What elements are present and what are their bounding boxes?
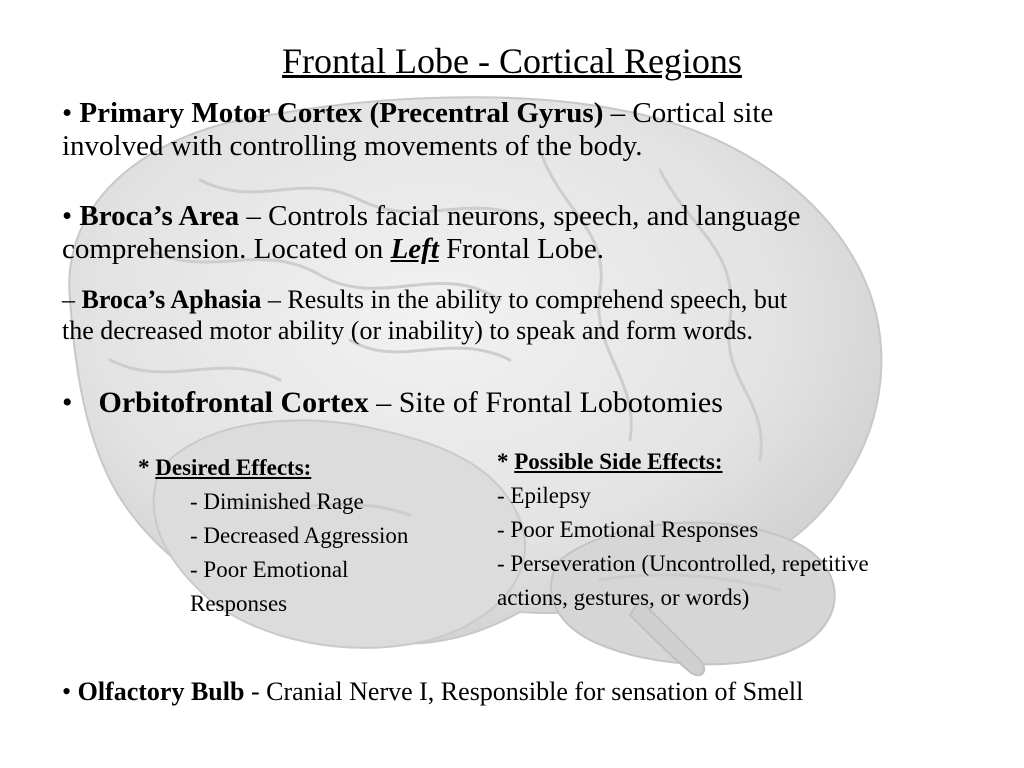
brocas-aphasia-paragraph bbox=[62, 284, 787, 346]
star: * bbox=[138, 455, 156, 480]
primary-motor-cortex-paragraph bbox=[62, 97, 773, 163]
bullet: • bbox=[62, 97, 80, 129]
list-item: actions, gestures, or words) bbox=[497, 585, 750, 610]
list-item: - Diminished Rage bbox=[190, 489, 364, 514]
desired-effects-list bbox=[138, 451, 408, 621]
bullet: • bbox=[62, 200, 80, 232]
page-title: Frontal Lobe - Cortical Regions bbox=[282, 41, 742, 81]
dash: – bbox=[62, 285, 82, 314]
brocas-area-term: Broca’s Area bbox=[79, 200, 240, 232]
list-item: - Poor Emotional Responses bbox=[497, 517, 759, 542]
brocas-area-desc-1: – Controls facial neurons, speech, and language bbox=[239, 200, 801, 232]
desired-effects-heading-row bbox=[138, 451, 408, 485]
brocas-aphasia-line-1 bbox=[62, 284, 787, 315]
list-item: - Epilepsy bbox=[497, 483, 591, 508]
left-emphasis: Left bbox=[390, 233, 439, 265]
orbitofrontal-term: Orbitofrontal Cortex bbox=[98, 386, 369, 419]
primary-motor-desc-1: – Cortical site bbox=[603, 97, 774, 129]
list-item: Responses bbox=[190, 591, 288, 616]
star: * bbox=[497, 449, 515, 474]
list-item: - Decreased Aggression bbox=[190, 523, 409, 548]
primary-motor-term: Primary Motor Cortex (Precentral Gyrus) bbox=[79, 97, 604, 129]
olfactory-desc: - Cranial Nerve I, Responsible for sensation of Smell bbox=[244, 677, 804, 706]
brocas-area-paragraph bbox=[62, 200, 800, 266]
brocas-area-desc-2b: Frontal Lobe. bbox=[438, 233, 604, 265]
side-effects-heading-row bbox=[497, 445, 869, 479]
olfactory-bulb-paragraph bbox=[62, 675, 803, 709]
primary-motor-desc-2: involved with controlling movements of the body. bbox=[62, 130, 643, 162]
brocas-aphasia-desc-1: – Results in the ability to comprehend speech, but bbox=[261, 285, 788, 314]
side-effects-list bbox=[497, 445, 869, 615]
orbitofrontal-paragraph bbox=[62, 386, 723, 420]
olfactory-term: Olfactory Bulb bbox=[77, 677, 245, 706]
brocas-area-line-1 bbox=[62, 200, 800, 233]
bullet: • bbox=[62, 386, 73, 419]
list-item: - Perseveration (Uncontrolled, repetitive bbox=[497, 551, 869, 576]
list-item: - Poor Emotional bbox=[190, 557, 349, 582]
bullet: • bbox=[62, 677, 78, 706]
brocas-area-line-2 bbox=[62, 233, 800, 266]
side-effects-heading: Possible Side Effects: bbox=[514, 449, 723, 474]
brocas-area-desc-2a: comprehension. Located on bbox=[62, 233, 391, 265]
primary-motor-line-1 bbox=[62, 97, 773, 130]
desired-effects-heading: Desired Effects: bbox=[155, 455, 312, 480]
brocas-aphasia-term: Broca’s Aphasia bbox=[81, 285, 262, 314]
orbitofrontal-desc: – Site of Frontal Lobotomies bbox=[368, 386, 723, 419]
brocas-aphasia-desc-2: the decreased motor ability (or inability) to speak and form words. bbox=[62, 316, 753, 345]
